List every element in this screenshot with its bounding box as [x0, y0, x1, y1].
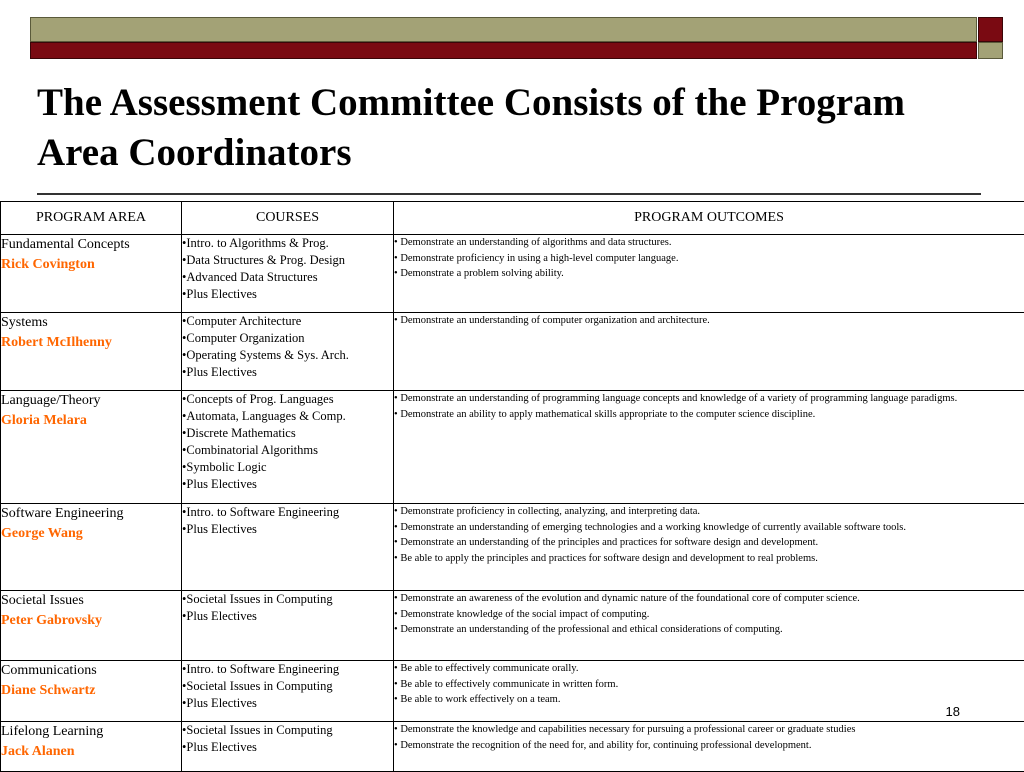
- course-item: • Plus Electives: [182, 608, 393, 625]
- course-item: • Symbolic Logic: [182, 459, 393, 476]
- coordinator-name: Peter Gabrovsky: [1, 611, 181, 631]
- course-item: • Computer Organization: [182, 330, 393, 347]
- outcome-item: • Demonstrate a problem solving ability.: [394, 266, 1024, 282]
- coordinator-name: Diane Schwartz: [1, 681, 181, 701]
- program-area-label: Communications: [1, 663, 97, 678]
- program-area-cell: [1, 722, 182, 772]
- course-item: • Plus Electives: [182, 364, 393, 381]
- course-item: • Plus Electives: [182, 739, 393, 756]
- course-item: • Operating Systems & Sys. Arch.: [182, 347, 393, 364]
- table-row: [1, 313, 1024, 391]
- course-item: • Concepts of Prog. Languages: [182, 391, 393, 408]
- coordinator-name: Jack Alanen: [1, 742, 181, 762]
- course-item: • Combinatorial Algorithms: [182, 442, 393, 459]
- course-item: • Intro. to Software Engineering: [182, 504, 393, 521]
- outcome-item: • Be able to work effectively on a team.: [394, 692, 1024, 708]
- outcome-item: • Be able to apply the principles and practices for software design and development to real problems.: [394, 551, 1024, 567]
- program-area-cell: [1, 591, 182, 661]
- table-row: [1, 504, 1024, 591]
- program-area-cell: [1, 235, 182, 313]
- program-area-cell: [1, 313, 182, 391]
- course-item: • Intro. to Algorithms & Prog.: [182, 235, 393, 252]
- outcome-item: • Demonstrate an understanding of the professional and ethical considerations of computing.: [394, 622, 1024, 638]
- outcomes-cell: [394, 661, 1024, 722]
- course-item: • Plus Electives: [182, 521, 393, 538]
- outcome-item: • Demonstrate an understanding of algorithms and data structures.: [394, 235, 1024, 251]
- outcome-item: • Demonstrate an understanding of programming language concepts and knowledge of a variety of programming language paradigms.: [394, 391, 1024, 407]
- outcome-item: • Demonstrate the recognition of the need for, and ability for, continuing professional development.: [394, 738, 1024, 754]
- course-item: • Intro. to Software Engineering: [182, 661, 393, 678]
- courses-cell: [182, 235, 394, 313]
- courses-cell: [182, 661, 394, 722]
- course-item: • Societal Issues in Computing: [182, 722, 393, 739]
- coordinator-name: George Wang: [1, 524, 181, 544]
- table-header-row: [1, 202, 1024, 235]
- program-area-label: Systems: [1, 315, 48, 330]
- program-table: [0, 201, 1024, 772]
- course-item: • Societal Issues in Computing: [182, 678, 393, 695]
- header-square-olive: [978, 42, 1003, 59]
- outcome-item: • Demonstrate knowledge of the social impact of computing.: [394, 607, 1024, 623]
- outcomes-cell: [394, 313, 1024, 391]
- program-area-cell: [1, 391, 182, 504]
- courses-cell: [182, 722, 394, 772]
- course-item: • Plus Electives: [182, 286, 393, 303]
- table-row: [1, 661, 1024, 722]
- outcome-item: • Demonstrate proficiency in using a high-level computer language.: [394, 251, 1024, 267]
- coordinator-name: Rick Covington: [1, 255, 181, 275]
- program-area-label: Software Engineering: [1, 506, 123, 521]
- outcome-item: • Demonstrate an understanding of computer organization and architecture.: [394, 313, 1024, 329]
- table-row: [1, 591, 1024, 661]
- table-row: [1, 722, 1024, 772]
- header-bar-maroon: [30, 42, 977, 59]
- outcomes-cell: [394, 722, 1024, 772]
- title-divider: [37, 193, 981, 195]
- header-courses: COURSES: [182, 202, 394, 235]
- program-area-cell: [1, 504, 182, 591]
- program-area-label: Societal Issues: [1, 593, 84, 608]
- coordinator-name: Robert McIlhenny: [1, 333, 181, 353]
- header-program-area: PROGRAM AREA: [1, 202, 182, 235]
- program-area-label: Language/Theory: [1, 393, 101, 408]
- outcomes-cell: [394, 504, 1024, 591]
- course-item: • Plus Electives: [182, 695, 393, 712]
- outcome-item: • Demonstrate an understanding of the principles and practices for software design and development.: [394, 535, 1024, 551]
- page-number: 18: [944, 704, 962, 719]
- header-program-outcomes: PROGRAM OUTCOMES: [394, 202, 1024, 235]
- outcome-item: • Demonstrate the knowledge and capabilities necessary for pursuing a professional career or graduate studies: [394, 722, 1024, 738]
- coordinator-name: Gloria Melara: [1, 411, 181, 431]
- outcome-item: • Demonstrate an understanding of emerging technologies and a working knowledge of currently available software tools.: [394, 520, 1024, 536]
- course-item: • Data Structures & Prog. Design: [182, 252, 393, 269]
- header-bar-olive: [30, 17, 977, 42]
- table-row: [1, 391, 1024, 504]
- table-row: [1, 235, 1024, 313]
- course-item: • Advanced Data Structures: [182, 269, 393, 286]
- slide-title: The Assessment Committee Consists of the Program Area Coordinators: [37, 78, 977, 178]
- outcome-item: • Demonstrate proficiency in collecting, analyzing, and interpreting data.: [394, 504, 1024, 520]
- outcome-item: • Be able to effectively communicate orally.: [394, 661, 1024, 677]
- outcome-item: • Demonstrate an awareness of the evolution and dynamic nature of the foundational core of computer science.: [394, 591, 1024, 607]
- outcomes-cell: [394, 591, 1024, 661]
- courses-cell: [182, 313, 394, 391]
- course-item: • Discrete Mathematics: [182, 425, 393, 442]
- course-item: • Plus Electives: [182, 476, 393, 493]
- courses-cell: [182, 391, 394, 504]
- program-area-label: Lifelong Learning: [1, 724, 103, 739]
- outcomes-cell: [394, 235, 1024, 313]
- outcomes-cell: [394, 391, 1024, 504]
- courses-cell: [182, 504, 394, 591]
- courses-cell: [182, 591, 394, 661]
- outcome-item: • Be able to effectively communicate in written form.: [394, 677, 1024, 693]
- course-item: • Societal Issues in Computing: [182, 591, 393, 608]
- course-item: • Automata, Languages & Comp.: [182, 408, 393, 425]
- program-area-label: Fundamental Concepts: [1, 237, 130, 252]
- course-item: • Computer Architecture: [182, 313, 393, 330]
- header-square-maroon: [978, 17, 1003, 42]
- outcome-item: • Demonstrate an ability to apply mathematical skills appropriate to the computer science discipline.: [394, 407, 1024, 423]
- program-area-cell: [1, 661, 182, 722]
